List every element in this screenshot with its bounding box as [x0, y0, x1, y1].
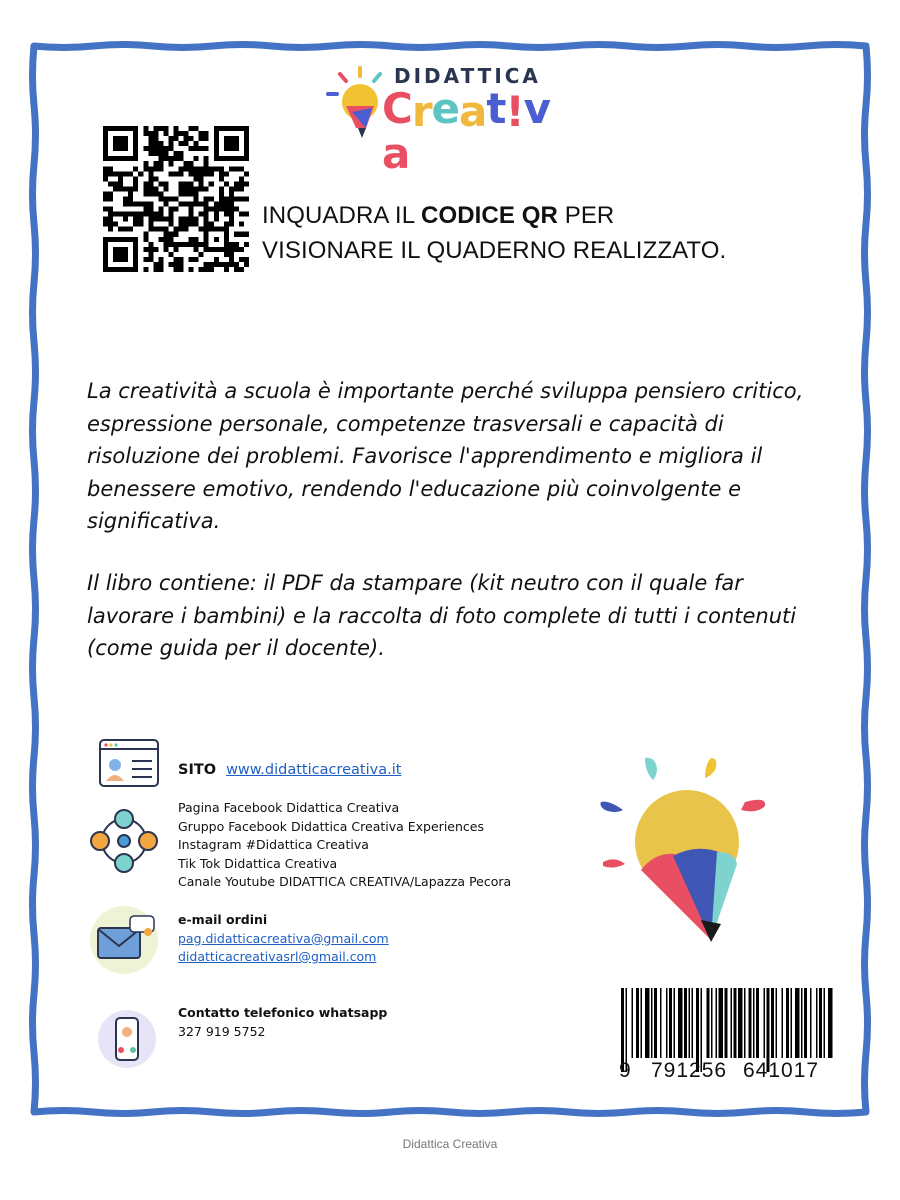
logo-letter: r [411, 87, 432, 136]
email-block [178, 911, 389, 967]
barcode-left-digits: 791256 [651, 1059, 728, 1082]
qr-instruction-line2: VISIONARE IL QUADERNO REALIZZATO. [262, 237, 727, 264]
barcode-first-digit: 9 [619, 1059, 632, 1082]
footer-text: Didattica Creativa [402, 1137, 498, 1151]
creativity-paragraph: La creatività a scuola è importante perché sviluppa pensiero critico, espressione personale, competenze trasversali e capacità di risoluzione dei problemi. Favorisce l'apprendimento e migliora il benessere emotivo, rendendo l'educazione più coinvolgente e significativa. [87, 379, 804, 533]
logo-letter: a [459, 87, 487, 136]
qr-instruction [262, 198, 726, 268]
social-network-icon [88, 807, 160, 875]
lightbulb-pencil-icon [595, 752, 775, 952]
logo-word [382, 84, 572, 178]
email-link[interactable]: didatticacreativasrl@gmail.com [178, 949, 377, 964]
site-link[interactable]: www.didatticacreativa.it [226, 762, 402, 778]
logo-top-text: DIDATTICA [394, 64, 541, 88]
logo-letter: C [382, 84, 412, 133]
site-label: SITO [178, 762, 217, 778]
site-row [178, 761, 401, 780]
phone-whatsapp-icon [96, 1008, 158, 1070]
brand-logo [322, 62, 572, 178]
logo-letter: v [523, 84, 551, 133]
qr-code[interactable] [103, 126, 249, 272]
phone-number: 327 919 5752 [178, 1023, 266, 1039]
email-link[interactable]: pag.didatticacreativa@gmail.com [178, 930, 389, 946]
social-item: Canale Youtube DIDATTICA CREATIVA/Lapazza Pecora [178, 874, 512, 889]
social-item: Pagina Facebook Didattica Creativa [178, 800, 400, 815]
book-contents-paragraph: Il libro contiene: il PDF da stampare (kit neutro con il quale far lavorare i bambini) e la raccolta di foto complete di tutti i contenuti (come guida per il docente). [87, 571, 797, 660]
logo-letter: t [486, 84, 506, 133]
qr-instruction-bold: CODICE QR [421, 202, 558, 229]
social-item: Instagram #Didattica Creativa [178, 837, 369, 852]
social-list [178, 799, 511, 892]
isbn-barcode [613, 988, 839, 1088]
website-icon [99, 739, 159, 787]
logo-letter: ! [505, 87, 524, 136]
email-title: e-mail ordini [178, 912, 268, 927]
qr-instruction-text: INQUADRA IL [262, 202, 422, 229]
email-envelope-icon [86, 902, 162, 978]
qr-instruction-text-end: PER [557, 202, 615, 229]
barcode-right-digits: 641017 [743, 1059, 820, 1082]
phone-title: Contatto telefonico whatsapp [178, 1005, 388, 1020]
logo-letter: a [382, 129, 410, 178]
logo-letter: e [431, 84, 460, 133]
phone-block [178, 1004, 387, 1041]
social-item: Tik Tok Didattica Creativa [178, 855, 338, 871]
social-item: Gruppo Facebook Didattica Creativa Experiences [178, 818, 484, 834]
